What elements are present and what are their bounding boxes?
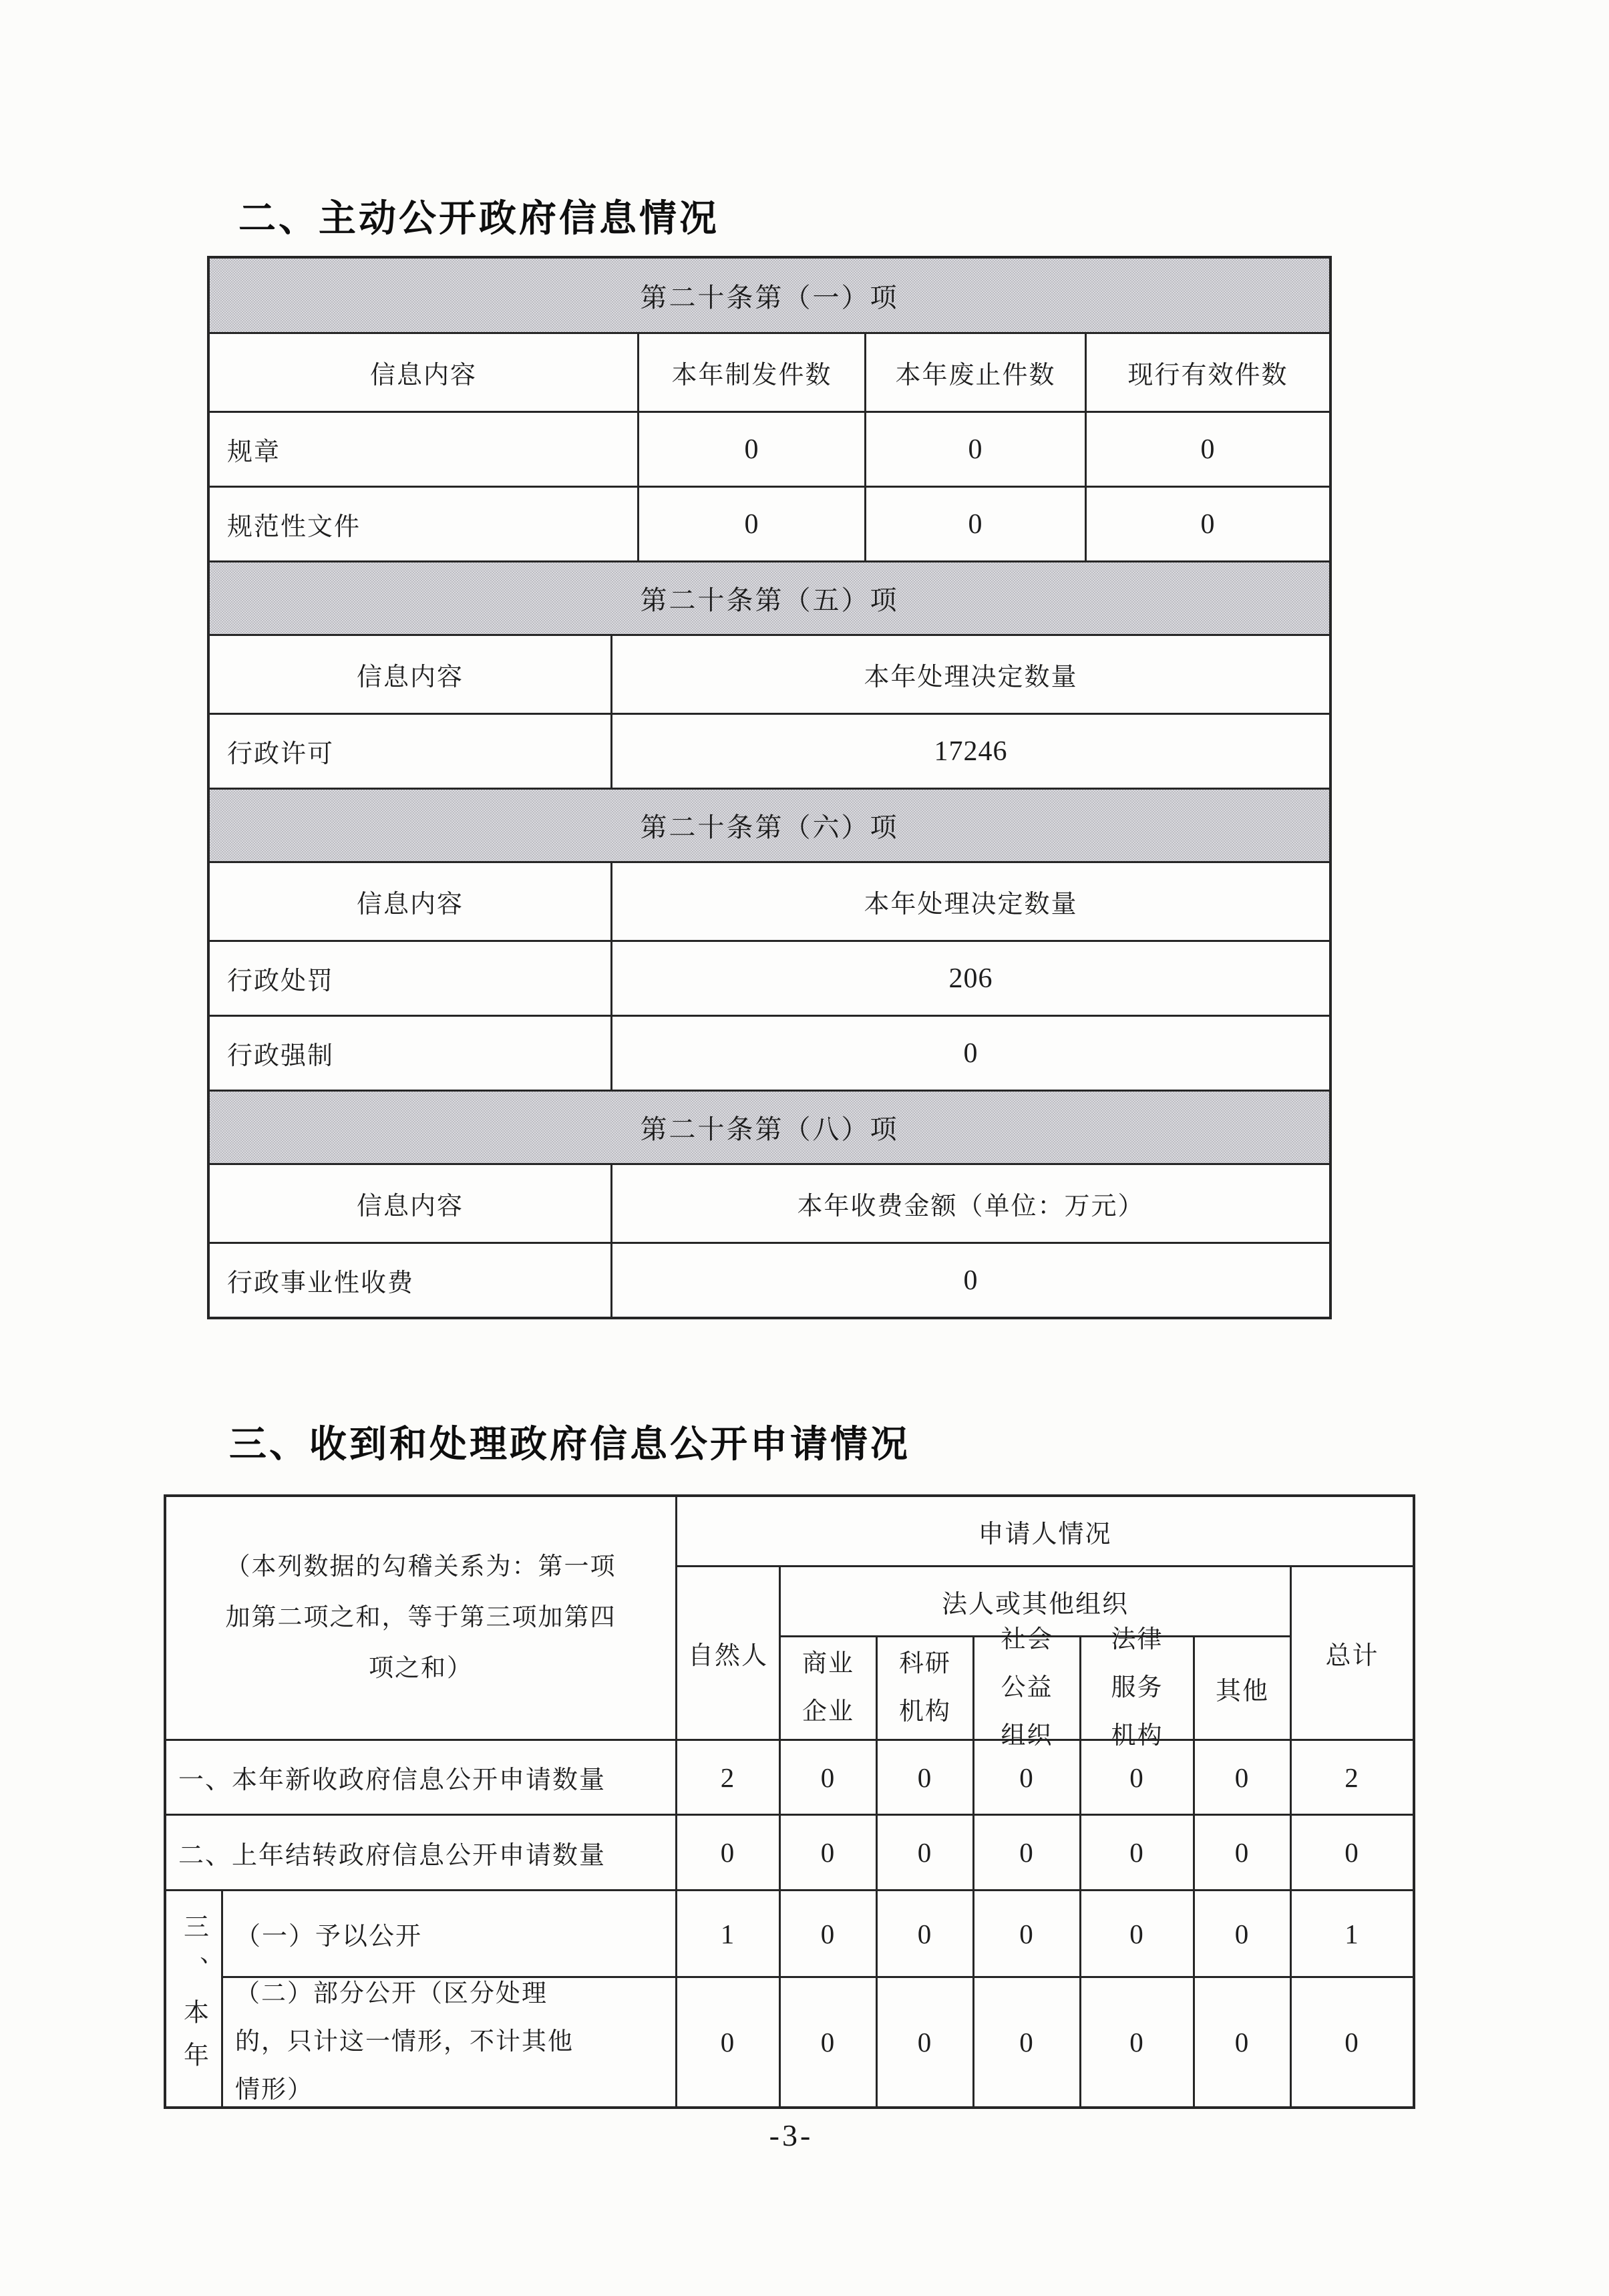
cell-value: 0 — [677, 1978, 781, 2106]
cell-value: 0 — [1081, 1741, 1195, 1816]
row-label: 行政处罚 — [227, 967, 335, 995]
row-label: 规范性文件 — [227, 513, 361, 541]
sub-column-header — [974, 1625, 1081, 1750]
section2-tables — [207, 256, 1332, 1319]
cell-value: 0 — [878, 1978, 974, 2106]
column-header-info: 信息内容 — [356, 890, 464, 919]
table-row — [210, 713, 1329, 788]
table-row — [210, 940, 1329, 1015]
band-article20-item6: 第二十条第（六）项 — [210, 788, 1329, 861]
corner-note: （本列数据的勾稽关系为：第一项加第二项之和，等于第三项加第四项之和） — [225, 1553, 616, 1682]
cell-value: 0 — [878, 1891, 974, 1978]
cell-value: 0 — [781, 1741, 878, 1816]
cell-value: 0 — [864, 488, 1085, 560]
total-header: 总计 — [1292, 1567, 1413, 1741]
band-article20-item8: 第二十条第（八）项 — [210, 1090, 1329, 1163]
section3-title: 三、收到和处理政府信息公开申请情况 — [229, 1423, 910, 1465]
table-row — [210, 634, 1329, 713]
sub-column-header: 其他 — [1195, 1637, 1292, 1741]
corner-note-cell — [166, 1497, 677, 1741]
table-row — [210, 861, 1329, 940]
cell-value: 0 — [1081, 1891, 1195, 1978]
column-header-count: 本年处理决定数量 — [610, 636, 1329, 713]
cell-value: 0 — [1195, 1816, 1292, 1891]
table-row — [210, 1242, 1329, 1317]
cell-value: 0 — [677, 1816, 781, 1891]
table-row — [210, 486, 1329, 560]
cell-value: 17246 — [610, 715, 1329, 788]
cell-value: 0 — [1292, 1816, 1413, 1891]
column-header-valid: 现行有效件数 — [1085, 334, 1329, 411]
table-row — [210, 332, 1329, 411]
column-header-count: 本年处理决定数量 — [610, 863, 1329, 940]
band-article20-item1: 第二十条第（一）项 — [210, 259, 1329, 332]
table-row — [210, 1163, 1329, 1242]
cell-value: 2 — [677, 1741, 781, 1816]
cell-value: 0 — [637, 413, 864, 486]
row-label: 一、本年新收政府信息公开申请数量 — [166, 1741, 677, 1816]
section2-title: 二、主动公开政府信息情况 — [238, 197, 719, 239]
row-label: 二、上年结转政府信息公开申请数量 — [166, 1816, 677, 1891]
group-label-cell — [166, 1891, 223, 2106]
cell-value: 0 — [878, 1816, 974, 1891]
sub-column-label: 社会公益组织 — [1001, 1625, 1053, 1750]
cell-value: 0 — [974, 1741, 1081, 1816]
cell-value: 0 — [878, 1741, 974, 1816]
band-article20-item5: 第二十条第（五）项 — [210, 560, 1329, 634]
cell-value: 0 — [974, 1978, 1081, 2106]
natural-person-header: 自然人 — [677, 1567, 781, 1741]
section3-table — [164, 1494, 1415, 2109]
cell-value: 0 — [1195, 1741, 1292, 1816]
column-header-amount: 本年收费金额（单位：万元） — [610, 1165, 1329, 1242]
cell-value: 1 — [677, 1891, 781, 1978]
row-label: （二）部分公开（区分处理的，只计这一情形，不计其他情形） — [235, 1979, 574, 2104]
row-label: 行政许可 — [227, 740, 335, 768]
cell-value: 0 — [1081, 1816, 1195, 1891]
row-label: （一）予以公开 — [223, 1891, 677, 1978]
cell-value: 0 — [637, 488, 864, 560]
sub-column-header — [781, 1637, 878, 1741]
sub-column-label: 科研机构 — [899, 1649, 951, 1726]
cell-value: 0 — [781, 1978, 878, 2106]
cell-value: 0 — [1195, 1978, 1292, 2106]
applicant-header: 申请人情况 — [677, 1497, 1413, 1567]
cell-value: 0 — [781, 1891, 878, 1978]
table-row — [210, 1015, 1329, 1090]
cell-value: 0 — [974, 1891, 1081, 1978]
row-label: 行政强制 — [227, 1042, 335, 1070]
cell-value: 2 — [1292, 1741, 1413, 1816]
cell-value: 0 — [974, 1816, 1081, 1891]
cell-value: 1 — [1292, 1891, 1413, 1978]
column-header-made: 本年制发件数 — [637, 334, 864, 411]
cell-value: 0 — [1195, 1891, 1292, 1978]
column-header-info: 信息内容 — [356, 663, 464, 691]
cell-value: 0 — [1085, 488, 1329, 560]
cell-value: 0 — [781, 1816, 878, 1891]
cell-value: 0 — [1345, 2027, 1360, 2058]
sub-column-label: 商业企业 — [802, 1649, 854, 1726]
cell-value: 0 — [1081, 1978, 1195, 2106]
table-row — [210, 411, 1329, 486]
group-label-vertical: 三、本年 — [179, 1913, 208, 2084]
column-header-repealed: 本年废止件数 — [864, 334, 1085, 411]
row-label: 行政事业性收费 — [227, 1269, 415, 1297]
row-label-cell — [223, 1978, 677, 2106]
sub-column-header — [878, 1637, 974, 1741]
cell-value: 0 — [864, 413, 1085, 486]
cell-value: 0 — [610, 1017, 1329, 1090]
sub-column-label: 法律服务机构 — [1111, 1625, 1164, 1750]
cell-value: 0 — [1085, 413, 1329, 486]
page-number: -3- — [769, 2118, 814, 2152]
org-header: 法人或其他组织 — [781, 1567, 1292, 1637]
column-header-info: 信息内容 — [356, 1192, 464, 1220]
cell-value: 206 — [610, 942, 1329, 1015]
column-header-info: 信息内容 — [369, 361, 477, 389]
cell-value: 0 — [610, 1244, 1329, 1317]
sub-column-header — [1081, 1625, 1195, 1750]
row-label: 规章 — [227, 438, 281, 466]
